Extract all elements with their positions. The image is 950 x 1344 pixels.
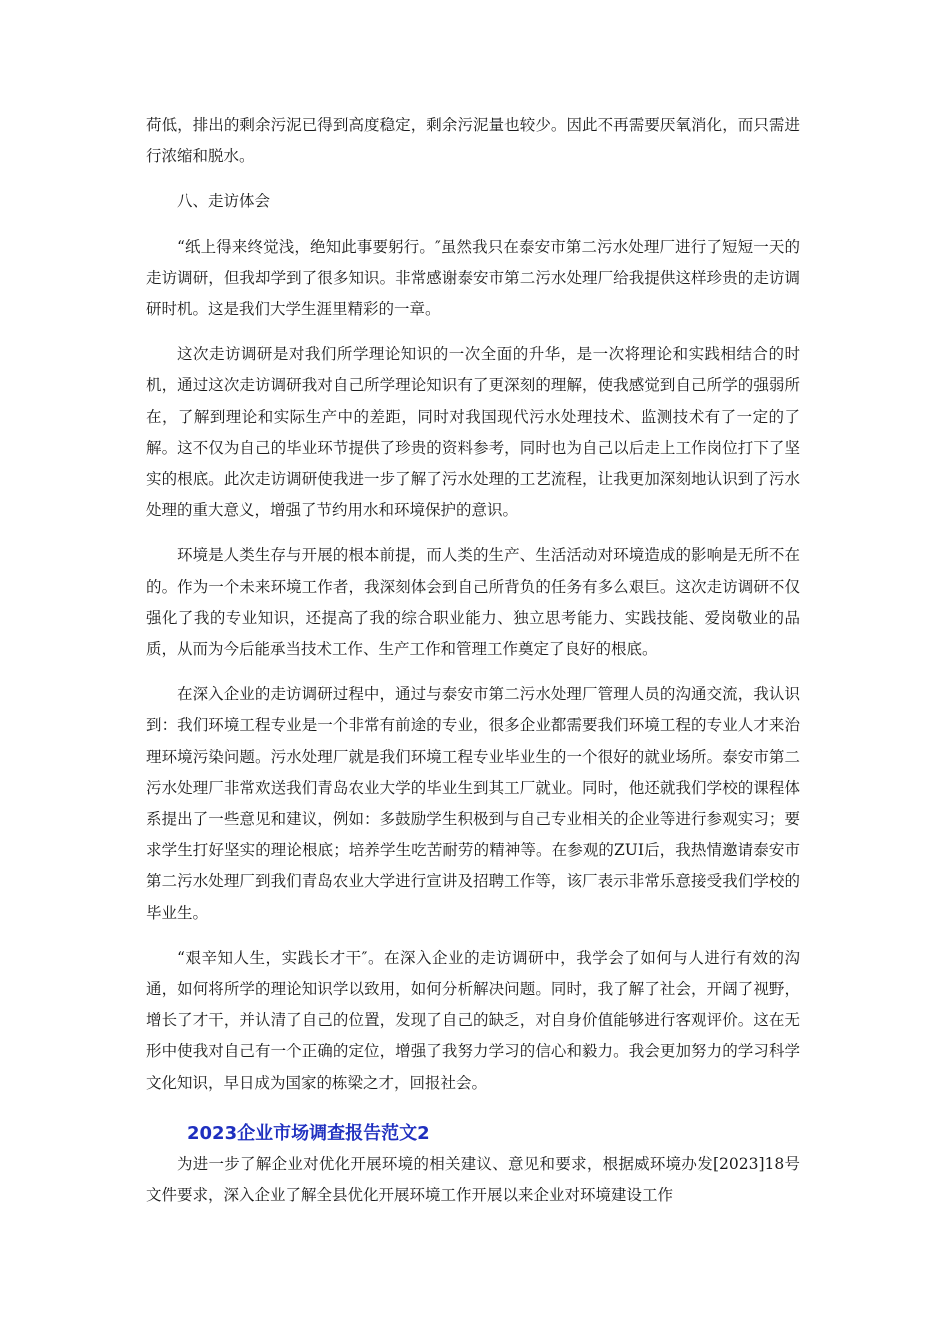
document-page (146, 110, 800, 1211)
intro-paragraph: 荷低，排出的剩余污泥已得到高度稳定，剩余污泥量也较少。因此不再需要厌氧消化，而只需进行浓缩和脱水。 (146, 116, 800, 166)
paragraph-5: “艰辛知人生，实践长才干″。在深入企业的走访调研中，我学会了如何与人进行有效的沟通，如何将所学的理论知识学以致用，如何分析解决问题。同时，我了解了社会，开阔了视野，增长了才干，并认清了自己的位置，发现了自己的缺乏，对自身价值能够进行客观评价。这在无形中使我对自己有一个正确的定位，增强了我努力学习的信心和毅力。我会更加努力的学习科学文化知识，早日成为国家的栋梁之才，回报社会。 (146, 948, 800, 1092)
paragraph-2: 这次走访调研是对我们所学理论知识的一次全面的升华，是一次将理论和实践相结合的时机，通过这次走访调研我对自己所学理论知识有了更深刻的理解，使我感觉到自己所学的强弱所在，了解到理论和实际生产中的差距，同时对我国现代污水处理技术、监测技术有了一定的了解。这不仅为自己的毕业环节提供了珍贵的资料参考，同时也为自己以后走上工作岗位打下了坚实的根底。此次走访调研使我进一步了解了污水处理的工艺流程，让我更加深刻地认识到了污水处理的重大意义，增强了节约用水和环境保护的意识。 (146, 345, 800, 520)
paragraph-1: “纸上得来终觉浅，绝知此事要躬行。″虽然我只在泰安市第二污水处理厂进行了短短一天的走访调研，但我却学到了很多知识。非常感谢泰安市第二污水处理厂给我提供这样珍贵的走访调研时机。这是我们大学生涯里精彩的一章。 (146, 237, 800, 319)
section-heading: 八、走访体会 (177, 192, 271, 211)
paragraph-3: 环境是人类生存与开展的根本前提，而人类的生产、生活活动对环境造成的影响是无所不在的。作为一个未来环境工作者，我深刻体会到自己所背负的任务有多么艰巨。这次走访调研不仅强化了我的专业知识，还提高了我的综合职业能力、独立思考能力、实践技能、爱岗敬业的品质，从而为今后能承当技术工作、生产工作和管理工作奠定了良好的根底。 (146, 546, 800, 659)
report-title: 2023企业市场调查报告范文2 (187, 1122, 430, 1144)
paragraph-4: 在深入企业的走访调研过程中，通过与泰安市第二污水处理厂管理人员的沟通交流，我认识到：我们环境工程专业是一个非常有前途的专业，很多企业都需要我们环境工程的专业人才来治理环境污染问题。污水处理厂就是我们环境工程专业毕业生的一个很好的就业场所。泰安市第二污水处理厂非常欢送我们青岛农业大学的毕业生到其工厂就业。同时，他还就我们学校的课程体系提出了一些意见和建议，例如：多鼓励学生积极到与自己专业相关的企业等进行参观实习；要求学生打好坚实的理论根底；培养学生吃苦耐劳的精神等。在参观的ZUI后，我热情邀请泰安市第二污水处理厂到我们青岛农业大学进行宣讲及招聘工作等，该厂表示非常乐意接受我们学校的毕业生。 (146, 685, 800, 922)
paragraph-6: 为进一步了解企业对优化开展环境的相关建议、意见和要求，根据威环境办发[2023]18号文件要求，深入企业了解全县优化开展环境工作开展以来企业对环境建设工作 (146, 1154, 800, 1205)
